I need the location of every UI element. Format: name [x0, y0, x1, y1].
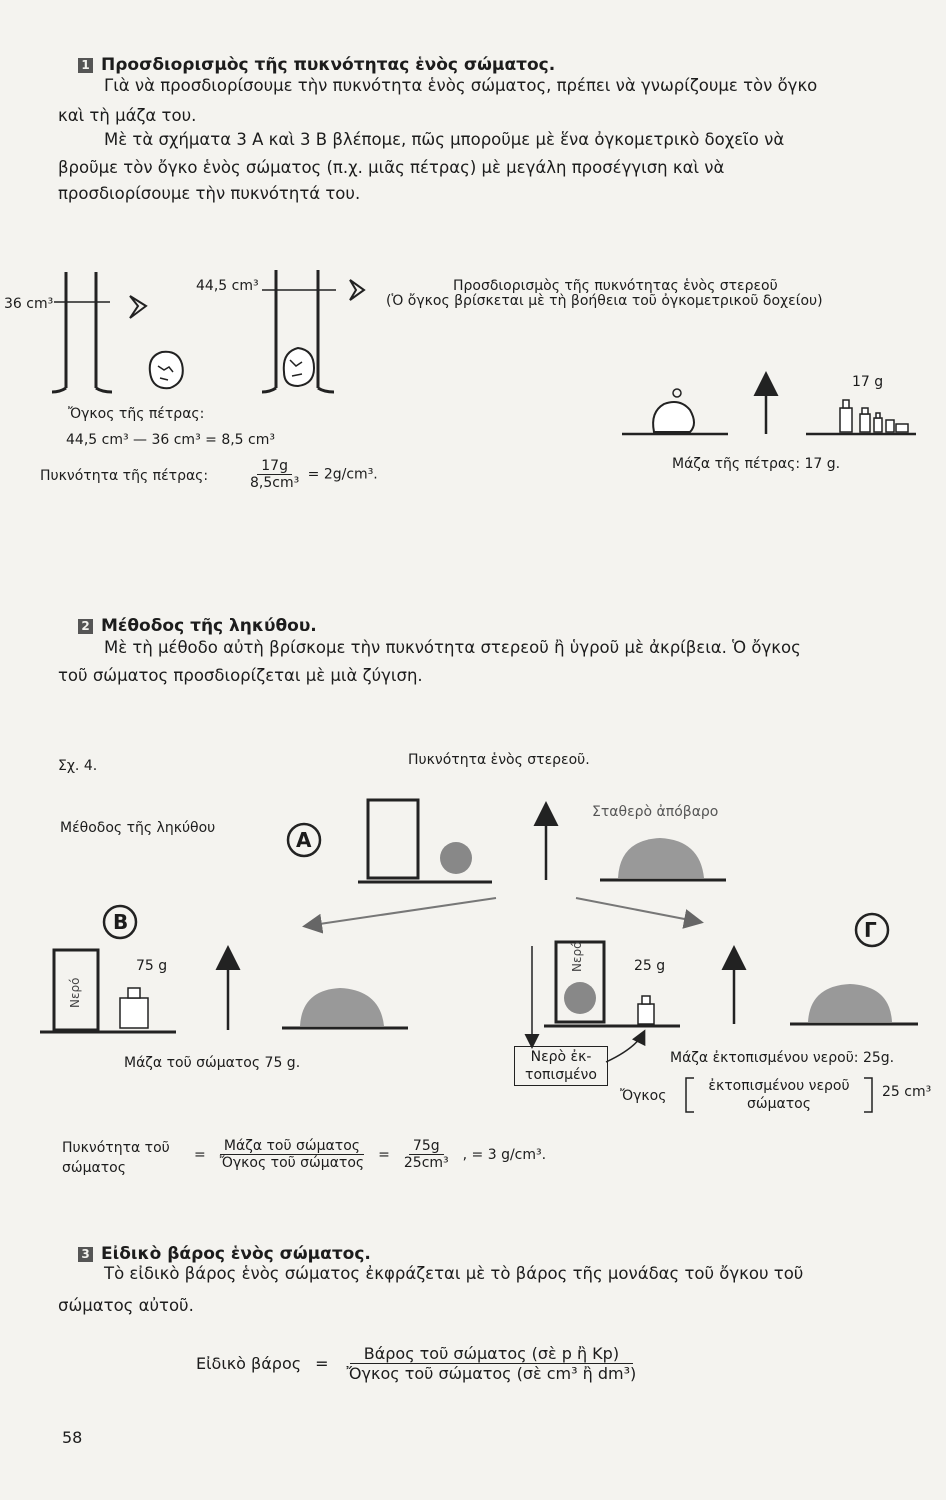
- weight-icon: [638, 996, 654, 1024]
- section-title: Μέθοδος τῆς ληκύθου.: [101, 616, 317, 636]
- weights-icon: [840, 400, 908, 432]
- mass-value: 17 g: [852, 374, 884, 390]
- equals-sign: =: [315, 1354, 329, 1373]
- figure-label: Σχ. 4.: [58, 758, 98, 774]
- density-result: , = 3 g/cm³.: [462, 1146, 547, 1163]
- mass-caption: Μάζα τῆς πέτρας: 17 g.: [672, 456, 841, 472]
- paragraph-line: Μὲ τὴ μέθοδο αὐτὴ βρίσκομε τὴν πυκνότητα στερεοῦ ἢ ὑγροῦ μὲ ἀκρίβεια. Ὁ ὄγκος: [104, 638, 801, 657]
- label-b: Β: [113, 910, 129, 934]
- method-label: Μέθοδος τῆς ληκύθου: [60, 820, 216, 836]
- fraction-denominator: 25cm³: [403, 1155, 449, 1171]
- eye-icon: [130, 296, 146, 318]
- cylinder-before: [52, 272, 112, 392]
- fraction-numerator: 17g: [257, 458, 292, 475]
- paragraph-line: καὶ τὴ μάζα του.: [58, 106, 197, 125]
- section-number: 2: [78, 619, 93, 634]
- section-2-heading: [78, 616, 317, 636]
- water-label: Νερό: [68, 977, 82, 1008]
- page-number: 58: [62, 1428, 83, 1447]
- label-a: Α: [296, 828, 312, 852]
- fraction-numerator: Μάζα τοῦ σώματος: [220, 1138, 364, 1155]
- box-line: Νερὸ ἐκ-: [530, 1049, 592, 1065]
- paragraph-line: τοῦ σώματος προσδιορίζεται μὲ μιὰ ζύγιση.: [58, 666, 423, 685]
- density-label: [62, 1138, 170, 1178]
- paragraph-line: βροῦμε τὸν ὄγκο ἑνὸς σώματος (π.χ. μιᾶς πέτρας) μὲ μεγάλη προσέγγιση καὶ νὰ: [58, 158, 725, 177]
- equals-sign: =: [378, 1146, 390, 1163]
- stone-before: [150, 352, 183, 388]
- bracket-line: ἐκτοπισμένου νεροῦ: [708, 1078, 850, 1094]
- volume-word: Ὄγκος: [620, 1088, 667, 1104]
- volume-value: 25 cm³: [882, 1084, 932, 1100]
- displaced-water-box: [514, 1046, 608, 1086]
- weight-icon: [120, 988, 148, 1028]
- paragraph-line: σώματος αὐτοῦ.: [58, 1296, 194, 1315]
- density-label-line: Πυκνότητα τοῦ: [62, 1140, 170, 1156]
- fraction-denominator: Ὄγκος τοῦ σώματος: [219, 1155, 365, 1171]
- density-label: Πυκνότητα τῆς πέτρας:: [40, 468, 209, 484]
- section-title: Προσδιορισμὸς τῆς πυκνότητας ἑνὸς σώματος.: [101, 55, 556, 75]
- fraction-numerator: Βάρος τοῦ σώματος (σὲ p ἢ Kp): [350, 1344, 633, 1364]
- label-g: Γ: [864, 918, 877, 942]
- figure-caption: (Ὁ ὄγκος βρίσκεται μὲ τὴ βοήθεια τοῦ ὀγκομετρικοῦ δοχείου): [386, 293, 823, 309]
- eye-icon: [350, 280, 364, 300]
- mass-b-value: 75 g: [136, 958, 168, 974]
- stone-on-scale: [653, 402, 694, 432]
- body-mass-caption: Μάζα τοῦ σώματος 75 g.: [124, 1055, 301, 1071]
- bracket-line: σώματος: [747, 1096, 811, 1112]
- equals-sign: =: [194, 1146, 206, 1163]
- section-number: 1: [78, 58, 93, 73]
- stone-in-cylinder: [284, 348, 314, 386]
- box-line: τοπισμένο: [525, 1067, 597, 1083]
- volume-calc: 44,5 cm³ — 36 cm³ = 8,5 cm³: [66, 432, 275, 448]
- volume-label: Ὄγκος τῆς πέτρας:: [68, 406, 205, 422]
- figure-title: Πυκνότητα ἑνὸς στερεοῦ.: [408, 752, 590, 768]
- volume-bracket: [696, 1077, 862, 1113]
- formula-label: Εἰδικὸ βάρος: [196, 1354, 302, 1373]
- tare-g: [808, 984, 892, 1022]
- fraction-numerator: 75g: [409, 1138, 444, 1155]
- paragraph-line: Τὸ εἰδικὸ βάρος ἑνὸς σώματος ἐκφράζεται μὲ τὸ βάρος τῆς μονάδας τοῦ ὄγκου τοῦ: [104, 1264, 804, 1283]
- density-label-line: σώματος: [62, 1160, 126, 1176]
- volume-before-label: 36 cm³: [4, 296, 54, 312]
- tare-a: [618, 838, 704, 878]
- volume-after-label: 44,5 cm³: [196, 278, 259, 294]
- flask-a: [368, 800, 418, 878]
- section-number: 3: [78, 1247, 93, 1262]
- fraction-denominator: Ὄγκος τοῦ σώματος (σὲ cm³ ἢ dm³): [346, 1364, 637, 1383]
- constant-tare-label: Σταθερὸ ἀπόβαρο: [592, 804, 719, 820]
- figure-caption: Προσδιορισμὸς τῆς πυκνότητας ἑνὸς στερεοῦ: [453, 278, 778, 294]
- paragraph-line: Μὲ τὰ σχήματα 3 Α καὶ 3 Β βλέπομε, πῶς μποροῦμε μὲ ἕνα ὀγκομετρικὸ δοχεῖο νὰ: [104, 130, 785, 149]
- density-fraction: [246, 458, 378, 491]
- water-label: Νερό: [570, 941, 584, 972]
- paragraph-line: Γιὰ νὰ προσδιορίσουμε τὴν πυκνότητα ἑνὸς σώματος, πρέπει νὰ γνωρίζουμε τὸν ὄγκο: [104, 76, 818, 95]
- mass-g-value: 25 g: [634, 958, 666, 974]
- fraction-denominator: 8,5cm³: [250, 475, 300, 491]
- solid-ball-g: [564, 982, 596, 1014]
- tare-b: [300, 988, 384, 1026]
- section-title: Εἰδικὸ βάρος ἑνὸς σώματος.: [101, 1244, 371, 1264]
- displaced-mass: Μάζα ἐκτοπισμένου νεροῦ: 25g.: [670, 1050, 895, 1066]
- density-result: = 2g/cm³.: [307, 466, 378, 483]
- paragraph-line: προσδιορίσουμε τὴν πυκνότητά του.: [58, 184, 361, 203]
- density-formula: [194, 1138, 546, 1171]
- specific-weight-formula: [196, 1344, 640, 1383]
- solid-ball-a: [440, 842, 472, 874]
